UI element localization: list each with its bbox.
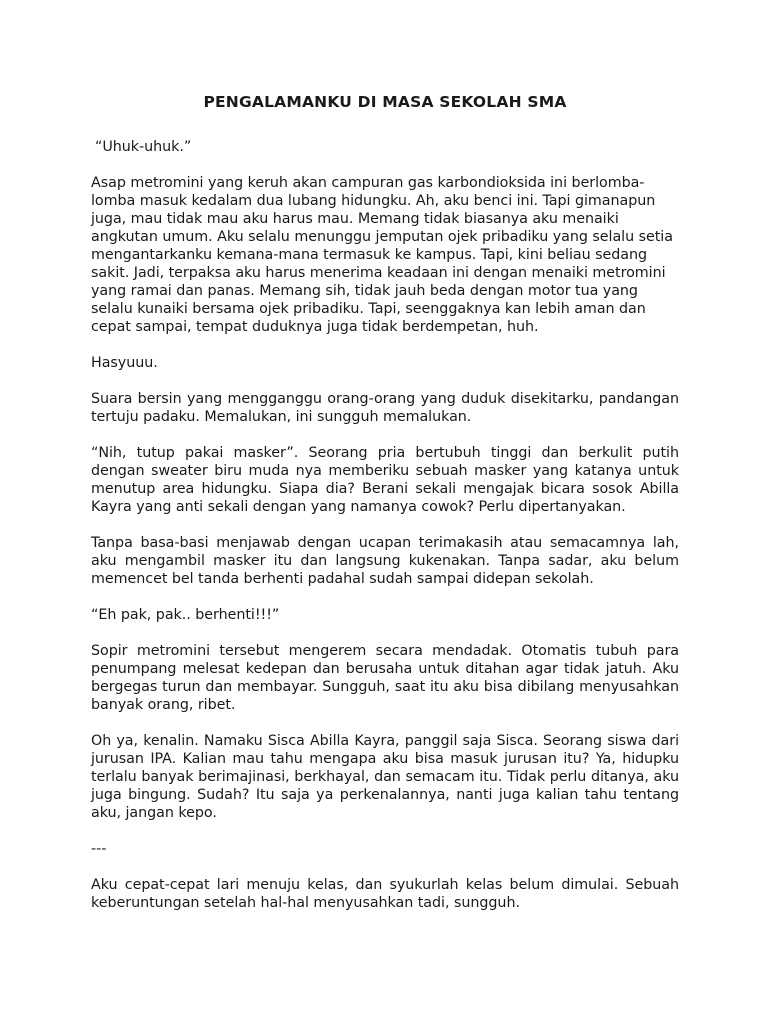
paragraph-opening-cough: “Uhuk-uhuk.” <box>95 139 192 155</box>
paragraph-mask-offer: “Nih, tutup pakai masker”. Seorang pria bertubuh tinggi dan berkulit putih dengan sweater biru muda nya memberiku sebuah masker yang katanya untuk menutup area hidungku. Siapa dia? Berani sekali mengajak bicara sosok Abilla Kayra yang anti sekali dengan yang namanya cowok? Perlu dipertanyakan. <box>91 445 679 515</box>
paragraph-driver-brake: Sopir metromini tersebut mengerem secara mendadak. Otomatis tubuh para penumpang melesat kedepan dan berusaha untuk ditahan agar tidak jatuh. Aku bergegas turun dan membayar. Sungguh, saat itu aku bisa dibilang menyusahkan banyak orang, ribet. <box>91 643 679 713</box>
paragraph-sneeze: Hasyuuu. <box>91 355 158 371</box>
document-title: PENGALAMANKU DI MASA SEKOLAH SMA <box>203 93 567 111</box>
section-divider: --- <box>91 841 107 857</box>
document-page <box>91 91 679 930</box>
paragraph-stop-call: “Eh pak, pak.. berhenti!!!” <box>91 607 280 623</box>
paragraph-introduction: Oh ya, kenalin. Namaku Sisca Abilla Kayra, panggil saja Sisca. Seorang siswa dari jurusan IPA. Kalian mau tahu mengapa aku bisa masuk jurusan itu? Ya, hidupku terlalu banyak berimajinasi, berkhayal, dan semacam itu. Tidak perlu ditanya, aku juga bingung. Sudah? Itu saja ya perkenalannya, nanti juga kalian tahu tentang aku, jangan kepo. <box>91 733 679 821</box>
paragraph-metromini-smoke: Asap metromini yang keruh akan campuran gas karbondioksida ini berlomba-lomba masuk kedalam dua lubang hidungku. Ah, aku benci ini. Tapi gimanapun juga, mau tidak mau aku harus mau. Memang tidak biasanya aku menaiki angkutan umum. Aku selalu menunggu jemputan ojek pribadiku yang selalu setia mengantarkanku kemana-mana termasuk ke kampus. Tapi, kini beliau sedang sakit. Jadi, terpaksa aku harus menerima keadaan ini dengan menaiki metromini yang ramai dan panas. Memang sih, tidak jauh beda dengan motor tua yang selalu kunaiki bersama ojek pribadiku. Tapi, seenggaknya kan lebih aman dan cepat sampai, tempat duduknya juga tidak berdempetan, huh. <box>91 175 673 335</box>
paragraph-run-to-class: Aku cepat-cepat lari menuju kelas, dan syukurlah kelas belum dimulai. Sebuah keberuntungan setelah hal-hal menyusahkan tadi, sungguh. <box>91 877 679 911</box>
paragraph-sneeze-reaction: Suara bersin yang mengganggu orang-orang yang duduk disekitarku, pandangan tertuju padaku. Memalukan, ini sungguh memalukan. <box>91 391 679 425</box>
paragraph-take-mask: Tanpa basa-basi menjawab dengan ucapan terimakasih atau semacamnya lah, aku mengambil masker itu dan langsung kukenakan. Tanpa sadar, aku belum memencet bel tanda berhenti padahal sudah sampai didepan sekolah. <box>91 535 679 587</box>
